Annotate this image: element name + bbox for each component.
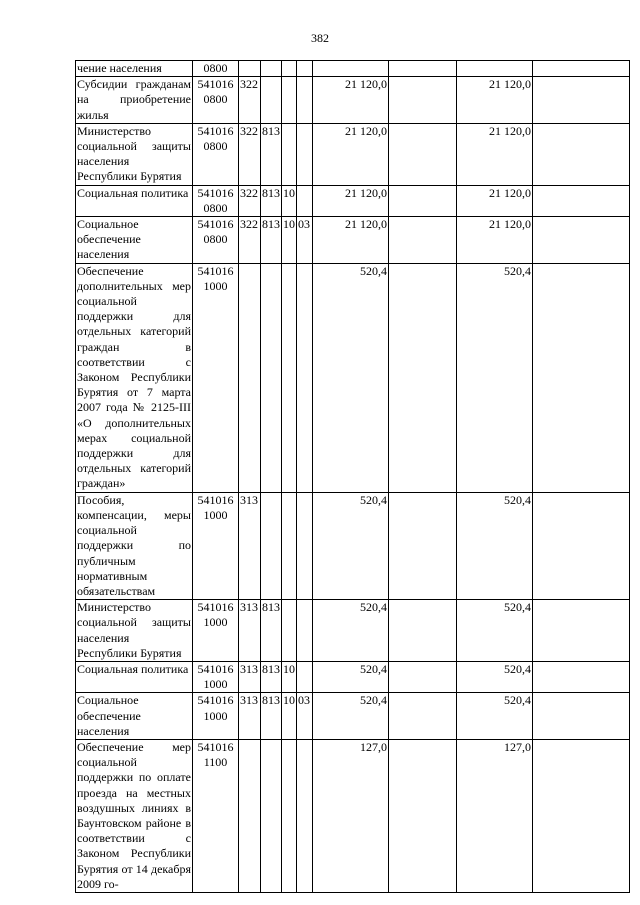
cell-amount (313, 61, 389, 77)
table-row (76, 77, 630, 124)
page-number: 382 (311, 31, 329, 45)
cell-name: Обеспечение дополнительных мер социальной поддержки для отдельных категорий граждан в соответствии с Законом Республики Бурятия от 7 марта 2007 года № 2125-III «О дополнительных мерах социальной поддержки для отдельных категорий граждан» (77, 263, 191, 491)
cell-expense-type: 322 (239, 123, 261, 185)
cell-target-code: 541016 1000 (193, 492, 239, 599)
cell-subsection (297, 661, 313, 692)
cell-amount-total: 520,4 (457, 661, 533, 692)
cell-expense-type: 313 (239, 492, 261, 599)
cell-expense-type (239, 61, 261, 77)
cell-name: Социальное обеспечение населения (76, 693, 193, 740)
cell-amount: 21 120,0 (313, 185, 389, 216)
cell-name: Социальное обеспечение населения (76, 217, 193, 264)
cell-subsection (297, 739, 313, 892)
cell-empty (533, 600, 630, 662)
cell-expense-type (239, 263, 261, 492)
cell-amount: 21 120,0 (313, 217, 389, 264)
cell-amount-total: 520,4 (457, 600, 533, 662)
cell-amount: 21 120,0 (313, 77, 389, 124)
cell-amount: 21 120,0 (313, 123, 389, 185)
cell-amount-total: 520,4 (457, 693, 533, 740)
cell-amount: 127,0 (313, 739, 389, 892)
cell-amount-total: 520,4 (457, 492, 533, 599)
cell-subsection: 03 (297, 217, 313, 264)
cell-target-code: 541016 0800 (193, 123, 239, 185)
cell-name: чение населения (76, 61, 193, 77)
cell-target-code: 541016 1000 (193, 600, 239, 662)
cell-subsection (297, 600, 313, 662)
cell-amount-total: 127,0 (457, 739, 533, 892)
cell-target-code: 541016 0800 (193, 77, 239, 124)
cell-empty (533, 661, 630, 692)
table-row (76, 600, 630, 662)
cell-subsection: 03 (297, 693, 313, 740)
cell-target-code: 541016 1000 (193, 661, 239, 692)
table-row (76, 739, 630, 892)
table-row (76, 217, 630, 264)
cell-name: Министерство социальной защиты населения Республики Бурятия (77, 123, 191, 184)
cell-section: 10 (282, 661, 297, 692)
cell-amount-total (457, 61, 533, 77)
cell-ministry-code (261, 492, 282, 599)
cell-expense-type (239, 739, 261, 892)
cell-empty (389, 661, 457, 692)
cell-ministry-code: 813 (261, 693, 282, 740)
cell-section (282, 739, 297, 892)
cell-target-code: 541016 1000 (193, 263, 239, 492)
table-row (76, 492, 630, 599)
cell-empty (389, 739, 457, 892)
cell-expense-type: 322 (239, 217, 261, 264)
cell-name: Социальная политика (76, 185, 193, 216)
cell-amount: 520,4 (313, 263, 389, 492)
cell-amount: 520,4 (313, 693, 389, 740)
cell-empty (533, 492, 630, 599)
cell-name: Министерство социальной защиты населения Республики Бурятия (77, 600, 191, 660)
cell-empty (533, 185, 630, 216)
cell-expense-type: 322 (239, 185, 261, 216)
cell-ministry-code (261, 263, 282, 492)
table-row (76, 123, 630, 185)
cell-section (282, 77, 297, 124)
cell-ministry-code: 813 (261, 661, 282, 692)
cell-empty (389, 492, 457, 599)
cell-ministry-code (261, 61, 282, 77)
cell-amount-total: 520,4 (457, 263, 533, 492)
cell-amount-total: 21 120,0 (457, 123, 533, 185)
cell-section (282, 61, 297, 77)
budget-table (75, 60, 630, 893)
cell-empty (389, 693, 457, 740)
cell-empty (389, 123, 457, 185)
cell-section: 10 (282, 185, 297, 216)
cell-subsection (297, 77, 313, 124)
cell-amount-total: 21 120,0 (457, 185, 533, 216)
cell-section (282, 123, 297, 185)
cell-empty (389, 61, 457, 77)
table-row (76, 693, 630, 740)
cell-empty (389, 77, 457, 124)
cell-empty (389, 185, 457, 216)
cell-name: Социальная политика (76, 661, 193, 692)
cell-name: Обеспечение мер социальной поддержки по оплате проезда на местных воздушных линиях в Баунтовском районе в соответствии с Законом Республики Бурятия от 14 декабря 2009 го- (77, 739, 191, 891)
cell-empty (389, 217, 457, 264)
cell-expense-type: 322 (239, 77, 261, 124)
cell-empty (533, 61, 630, 77)
cell-amount-total: 21 120,0 (457, 217, 533, 264)
cell-name: Субсидии гражданам на приобретение жилья (77, 77, 191, 122)
cell-target-code: 541016 0800 (193, 217, 239, 264)
table-row (76, 61, 630, 77)
cell-amount: 520,4 (313, 492, 389, 599)
cell-section (282, 600, 297, 662)
cell-subsection (297, 185, 313, 216)
cell-amount: 520,4 (313, 661, 389, 692)
cell-amount-total: 21 120,0 (457, 77, 533, 124)
cell-target-code: 541016 0800 (193, 185, 239, 216)
cell-ministry-code (261, 739, 282, 892)
cell-target-code: 541016 1000 (193, 693, 239, 740)
cell-ministry-code: 813 (261, 600, 282, 662)
cell-section (282, 492, 297, 599)
table-row (76, 185, 630, 216)
cell-name: Пособия, компенсации, меры социальной поддержки по публичным нормативным обязательствам (77, 492, 191, 598)
cell-empty (533, 77, 630, 124)
cell-amount: 520,4 (313, 600, 389, 662)
cell-subsection (297, 61, 313, 77)
cell-ministry-code: 813 (261, 185, 282, 216)
cell-empty (533, 693, 630, 740)
table-row (76, 661, 630, 692)
cell-empty (533, 217, 630, 264)
cell-expense-type: 313 (239, 600, 261, 662)
cell-section (282, 263, 297, 492)
cell-empty (533, 739, 630, 892)
cell-section: 10 (282, 693, 297, 740)
cell-subsection (297, 492, 313, 599)
cell-target-code: 541016 1100 (193, 739, 239, 892)
cell-subsection (297, 123, 313, 185)
cell-target-code: 0800 (193, 61, 239, 77)
cell-expense-type: 313 (239, 693, 261, 740)
table-row (76, 263, 630, 492)
cell-ministry-code: 813 (261, 123, 282, 185)
cell-section: 10 (282, 217, 297, 264)
cell-ministry-code: 813 (261, 217, 282, 264)
table-body (76, 61, 630, 893)
cell-empty (389, 263, 457, 492)
cell-expense-type: 313 (239, 661, 261, 692)
cell-ministry-code (261, 77, 282, 124)
cell-empty (389, 600, 457, 662)
cell-empty (533, 123, 630, 185)
cell-subsection (297, 263, 313, 492)
cell-empty (533, 263, 630, 492)
